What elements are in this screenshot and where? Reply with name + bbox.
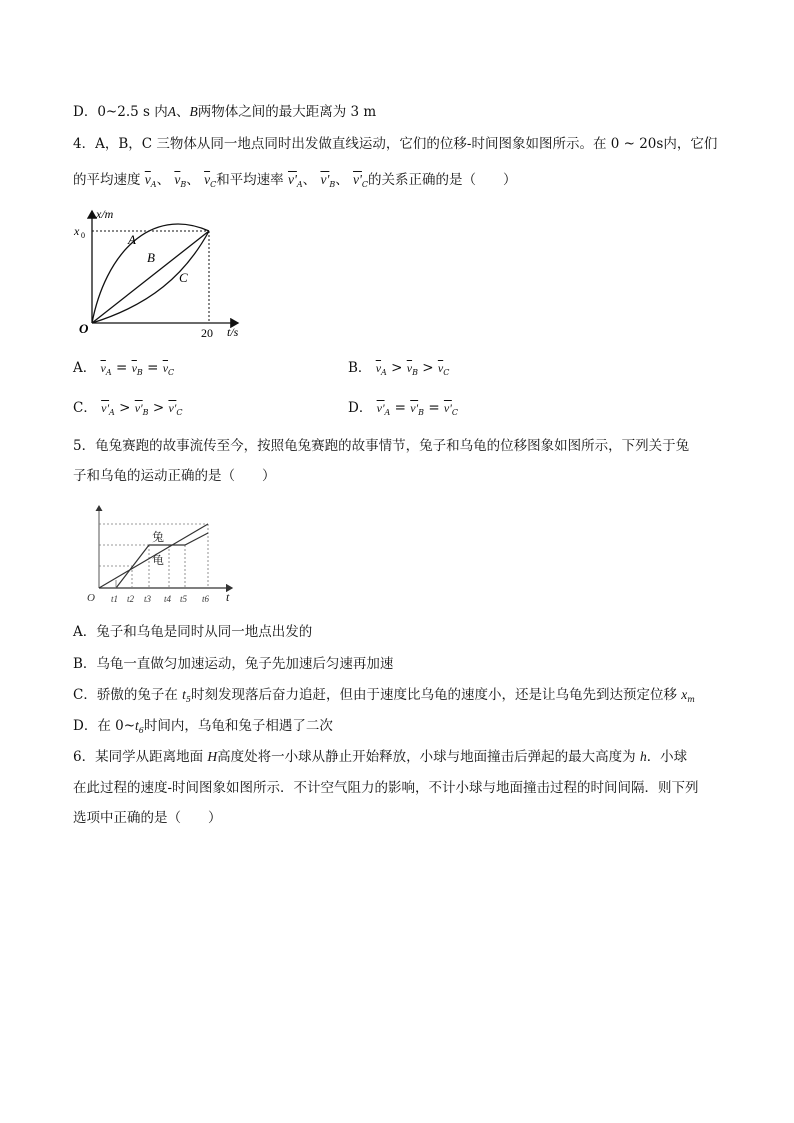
q5-tick-t6: t6 xyxy=(202,594,210,604)
q4-vA-sub: A xyxy=(150,180,157,189)
q4-optb-s3: C xyxy=(443,368,450,377)
q4-vC: $\overline{v}$ xyxy=(204,172,211,187)
q4-optd-s1: A xyxy=(384,408,391,417)
q4-t20-tick: 20 xyxy=(201,326,213,340)
q5-tick-t2: t2 xyxy=(127,594,135,604)
q4-optd-s2: B xyxy=(418,408,425,417)
q3-optd-a: A xyxy=(167,104,176,119)
q4-optc-s2: B xyxy=(142,408,149,417)
q5-tick-t3: t3 xyxy=(144,594,152,604)
q4-vC-sub: C xyxy=(210,180,217,189)
q6-h: h xyxy=(639,749,647,764)
q5-optd-post: 时间内，乌龟和兔子相遇了二次 xyxy=(143,718,333,734)
q5-optc-xsub: m xyxy=(687,695,695,704)
q3-optd-b: B xyxy=(189,104,198,119)
q4-optd-s3: C xyxy=(451,408,458,417)
q5-t-axis-label: t xyxy=(226,590,230,604)
q4-optc-label: C． xyxy=(73,400,97,416)
q4-optc-v3: v' xyxy=(168,401,177,415)
q3-optd-sep: 、 xyxy=(175,104,190,120)
q4-option-a xyxy=(73,358,174,383)
q4-optd-v2: v' xyxy=(410,401,419,415)
q4-vpB: v' xyxy=(320,172,330,187)
q6-stem1-mid: 高度处将一小球从静止开始释放，小球与地面撞击后弹起的最大高度为 xyxy=(217,749,640,765)
q4-optb-label: B． xyxy=(348,360,372,376)
q4-vA: $\overline{v}$ xyxy=(144,172,151,187)
q4-optd-v3: v' xyxy=(443,401,452,415)
q4-optc-v1: v' xyxy=(101,401,110,415)
q4-sep4: 、 xyxy=(335,172,349,188)
q4-opta-op1: = xyxy=(115,360,128,376)
q4-option-c xyxy=(73,398,182,423)
q6-stem-line1 xyxy=(73,747,687,767)
q5-optc-x: x xyxy=(681,687,688,702)
q5-optc-post: 时刻发现落后奋力追赶，但由于速度比乌龟的速度小，还是让乌龟先到达预定位移 xyxy=(190,687,682,703)
q4-optb-s2: B xyxy=(412,368,418,377)
q5-tick-t5: t5 xyxy=(180,594,188,604)
q5-race-graph xyxy=(82,500,242,612)
q4-sep2: 、 xyxy=(186,172,200,188)
q4-xt-graph xyxy=(70,205,250,345)
q4-stem2b: 和平均速率 xyxy=(216,172,284,188)
q4-optc-s1: A xyxy=(109,408,115,417)
q5-stem-line2: 子和乌龟的运动正确的是（ ） xyxy=(73,468,276,484)
q5-option-c xyxy=(73,685,695,710)
q4-curve-c-label: C xyxy=(179,270,188,285)
q4-opta-v2: $\overline{v}$ xyxy=(131,361,137,375)
q4-stem-line2 xyxy=(73,170,517,195)
q6-stem-line3: 选项中正确的是（ ） xyxy=(73,810,222,826)
q5-optd-t: t xyxy=(135,718,139,733)
q6-stem1-pre: 6．某同学从距离地面 xyxy=(73,749,208,765)
q4-stem2a: 的平均速度 xyxy=(73,172,141,188)
q4-optd-op1: = xyxy=(394,400,406,416)
q4-curve-a-label: A xyxy=(128,232,136,247)
q4-sep3: 、 xyxy=(302,172,317,188)
q3-optd-post: 两物体之间的最大距离为 3 m xyxy=(197,104,377,120)
q4-stem2c: 的关系正确的是（ ） xyxy=(368,172,517,188)
q4-vpB-sub: B xyxy=(329,180,336,189)
q4-vpC-sub: C xyxy=(361,180,369,189)
q4-option-d xyxy=(348,398,458,423)
q4-optb-op1: > xyxy=(391,360,403,376)
q4-y-axis-label: x/m xyxy=(96,207,114,221)
q4-optc-op1: > xyxy=(119,400,131,416)
q5-optd-tsub: 6 xyxy=(138,726,144,735)
q4-curve-a xyxy=(92,224,209,323)
q4-optb-op2: > xyxy=(422,360,434,376)
q4-opta-s3: C xyxy=(168,368,175,377)
q5-option-b: B．乌龟一直做匀加速运动，兔子先加速后匀速再加速 xyxy=(73,656,394,672)
q4-x0-label: x xyxy=(74,224,80,238)
q4-x-axis-label: t/s xyxy=(227,325,239,339)
q4-optb-v2: $\overline{v}$ xyxy=(406,361,413,375)
q4-vpC: v' xyxy=(353,172,362,187)
q4-vpA: v' xyxy=(287,172,297,187)
q4-sep1: 、 xyxy=(156,172,171,188)
q4-origin-label: O xyxy=(79,321,89,336)
q4-x0-sub: 0 xyxy=(81,231,85,240)
q5-turtle-label: 龟 xyxy=(152,553,165,567)
q4-optc-op2: > xyxy=(152,400,165,416)
q5-tick-t4: t4 xyxy=(164,594,172,604)
q5-origin-label: O xyxy=(87,592,95,604)
q4-vB-sub: B xyxy=(180,180,187,189)
q3-option-d xyxy=(73,102,376,122)
q4-optb-s1: A xyxy=(381,368,387,377)
q5-option-a: A．兔子和乌龟是同时从同一地点出发的 xyxy=(73,624,313,640)
q4-optd-v1: v' xyxy=(376,401,385,415)
q4-curve-b-label: B xyxy=(147,250,155,265)
q6-stem1-post: ．小球 xyxy=(646,749,688,765)
q4-optd-label: D． xyxy=(348,400,373,416)
q4-option-b xyxy=(348,358,449,383)
q4-vpA-sub: A xyxy=(296,180,303,189)
q5-tick-t1: t1 xyxy=(111,594,119,604)
q4-optb-v1: $\overline{v}$ xyxy=(375,361,382,375)
q5-rabbit-label: 兔 xyxy=(152,530,165,544)
q4-opta-s2: B xyxy=(136,368,143,377)
q4-opta-v3: $\overline{v}$ xyxy=(162,361,169,375)
q5-optc-pre: C．骄傲的兔子在 xyxy=(73,687,183,703)
q4-vB: $\overline{v}$ xyxy=(174,172,181,187)
q4-opta-v1: $\overline{v}$ xyxy=(100,361,106,375)
q3-optd-pre: D．0~2.5 s 内 xyxy=(73,104,168,120)
q4-opta-s1: A xyxy=(105,368,112,377)
q5-stem-line1: 5．龟兔赛跑的故事流传至今，按照龟兔赛跑的故事情节，兔子和乌龟的位移图象如图所示，下列关于兔 xyxy=(73,438,690,454)
q5-optc-t: t xyxy=(182,687,186,702)
q4-opta-label: A． xyxy=(73,360,97,376)
q4-optc-v2: v' xyxy=(134,401,143,415)
q4-optb-v3: $\overline{v}$ xyxy=(437,361,444,375)
q4-stem-line1: 4．A，B，C 三物体从同一地点同时出发做直线运动，它们的位移-时间图象如图所示。在 0 ~ 20s内，它们 xyxy=(73,136,718,152)
q5-option-d xyxy=(73,716,333,741)
q4-curve-b xyxy=(92,231,209,323)
q6-stem-line2: 在此过程的速度-时间图象如图所示．不计空气阻力的影响，不计小球与地面撞击过程的时间间隔．则下列 xyxy=(73,780,699,796)
q5-optd-pre: D．在 0~ xyxy=(73,718,136,734)
q6-H: H xyxy=(207,749,218,764)
q4-opta-op2: = xyxy=(147,360,159,376)
q4-optd-op2: = xyxy=(428,400,440,416)
q4-optc-s3: C xyxy=(176,408,183,417)
q5-optc-tsub: 5 xyxy=(185,695,191,704)
